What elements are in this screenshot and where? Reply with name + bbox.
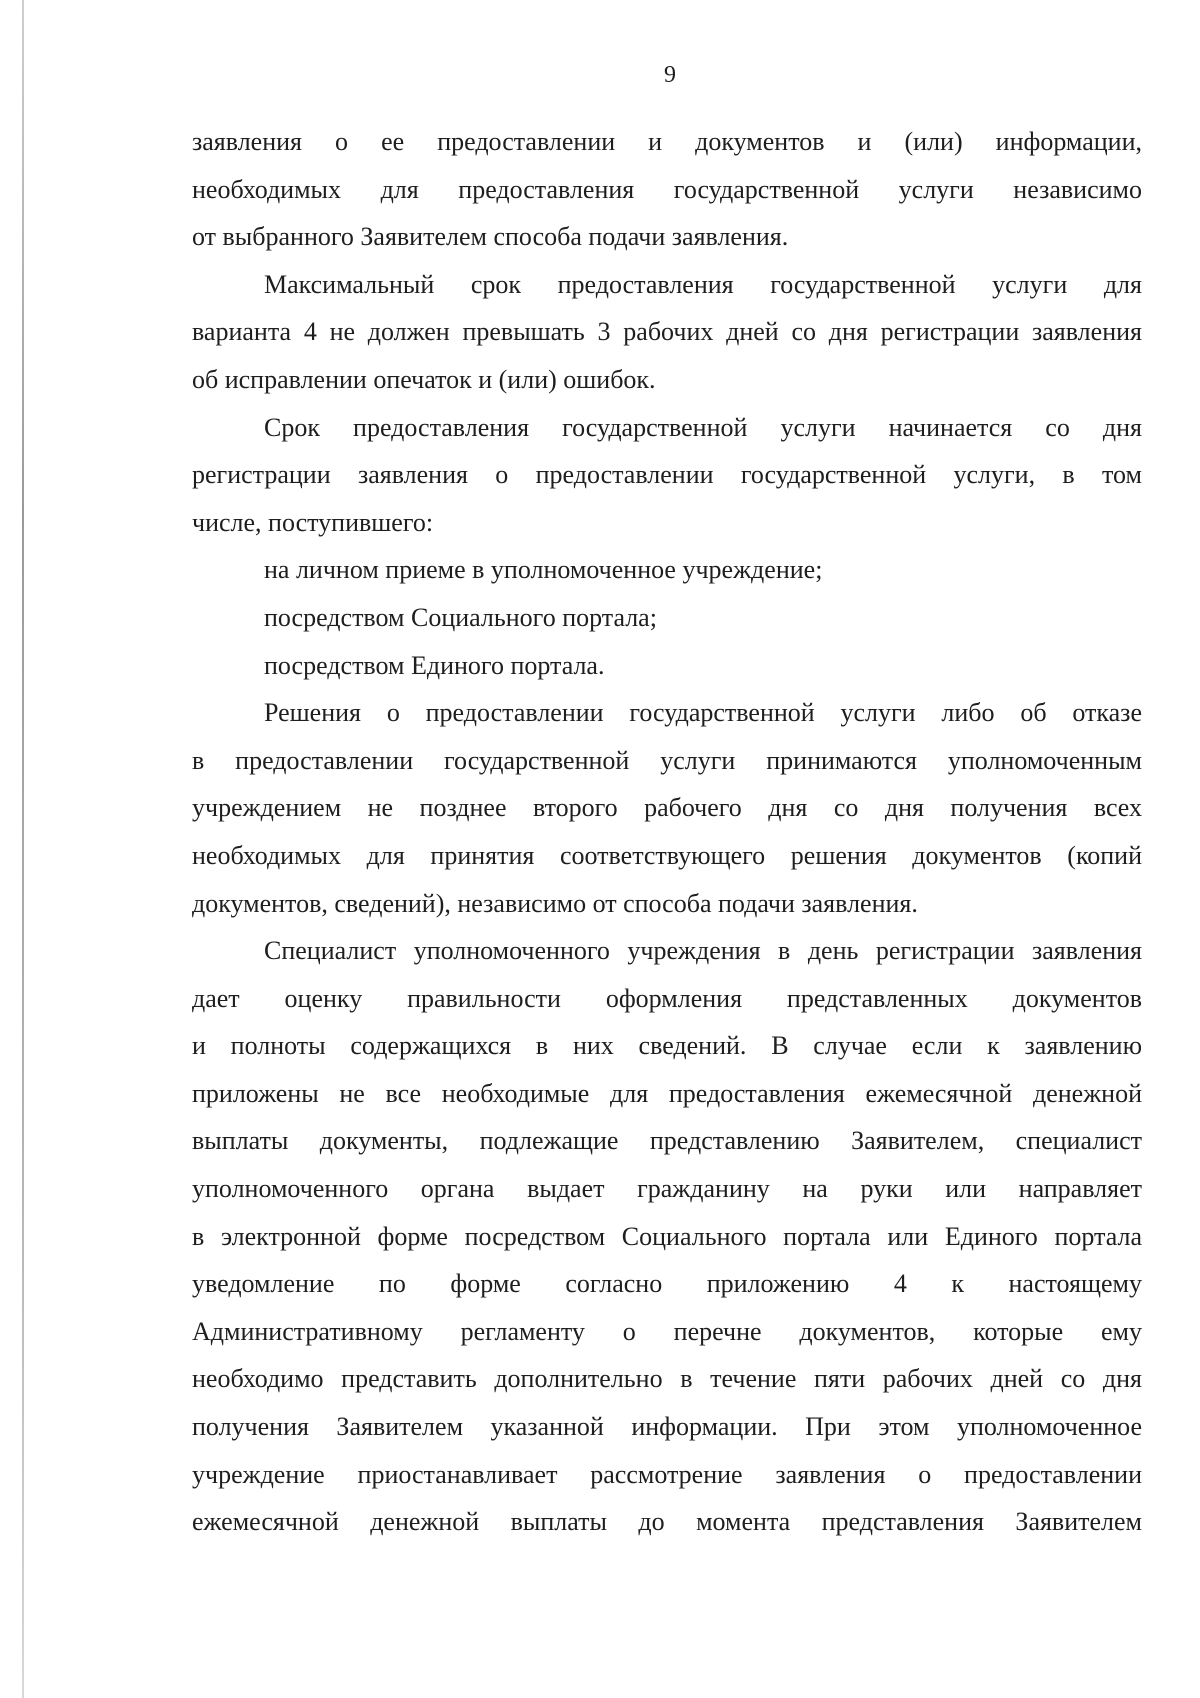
text-line: регистрации заявления о предоставлении государственной услуги, в том xyxy=(192,460,1142,490)
page-number: 9 xyxy=(664,62,676,88)
text-line: Административному регламенту о перечне документов, которые ему xyxy=(192,1316,1142,1346)
scan-edge xyxy=(22,0,24,1698)
text-line: Срок предоставления государственной услуги начинается со дня xyxy=(264,412,1142,442)
text-line: выплаты документы, подлежащие представлению Заявителем, специалист xyxy=(192,1126,1142,1156)
text-line: от выбранного Заявителем способа подачи заявления. xyxy=(192,222,789,252)
text-line: учреждением не позднее второго рабочего дня со дня получения всех xyxy=(192,793,1142,823)
text-line: числе, поступившего: xyxy=(192,507,434,537)
document-body xyxy=(192,118,1142,1546)
text-line: приложены не все необходимые для предоставления ежемесячной денежной xyxy=(192,1078,1142,1108)
text-line: уведомление по форме согласно приложению 4 к настоящему xyxy=(192,1269,1142,1299)
text-line: Специалист уполномоченного учреждения в день регистрации заявления xyxy=(264,936,1142,966)
text-line: в предоставлении государственной услуги принимаются уполномоченным xyxy=(192,745,1142,775)
text-line: Максимальный срок предоставления государственной услуги для xyxy=(264,269,1142,299)
text-line: посредством Единого портала. xyxy=(264,650,605,680)
text-line: документов, сведений), независимо от способа подачи заявления. xyxy=(192,888,918,918)
text-line: необходимых для принятия соответствующего решения документов (копий xyxy=(192,840,1142,870)
text-line: варианта 4 не должен превышать 3 рабочих дней со дня регистрации заявления xyxy=(192,317,1142,347)
text-line: заявления о ее предоставлении и документов и (или) информации, xyxy=(192,127,1142,156)
text-line: посредством Социального портала; xyxy=(264,602,657,632)
text-line: дает оценку правильности оформления представленных документов xyxy=(192,983,1142,1013)
text-line: на личном приеме в уполномоченное учреждение; xyxy=(264,555,823,585)
text-line: ежемесячной денежной выплаты до момента представления Заявителем xyxy=(192,1507,1142,1537)
text-line: учреждение приостанавливает рассмотрение заявления о предоставлении xyxy=(192,1459,1142,1489)
text-line: получения Заявителем указанной информации. При этом уполномоченное xyxy=(192,1412,1142,1442)
text-line: необходимо представить дополнительно в течение пяти рабочих дней со дня xyxy=(192,1364,1142,1394)
text-line: необходимых для предоставления государственной услуги независимо xyxy=(192,174,1142,204)
text-line: об исправлении опечаток и (или) ошибок. xyxy=(192,364,656,394)
text-line: Решения о предоставлении государственной услуги либо об отказе xyxy=(264,698,1142,728)
text-line: и полноты содержащихся в них сведений. В случае если к заявлению xyxy=(192,1031,1142,1061)
text-line: в электронной форме посредством Социального портала или Единого портала xyxy=(192,1221,1142,1251)
text-line: уполномоченного органа выдает гражданину на руки или направляет xyxy=(192,1174,1142,1204)
